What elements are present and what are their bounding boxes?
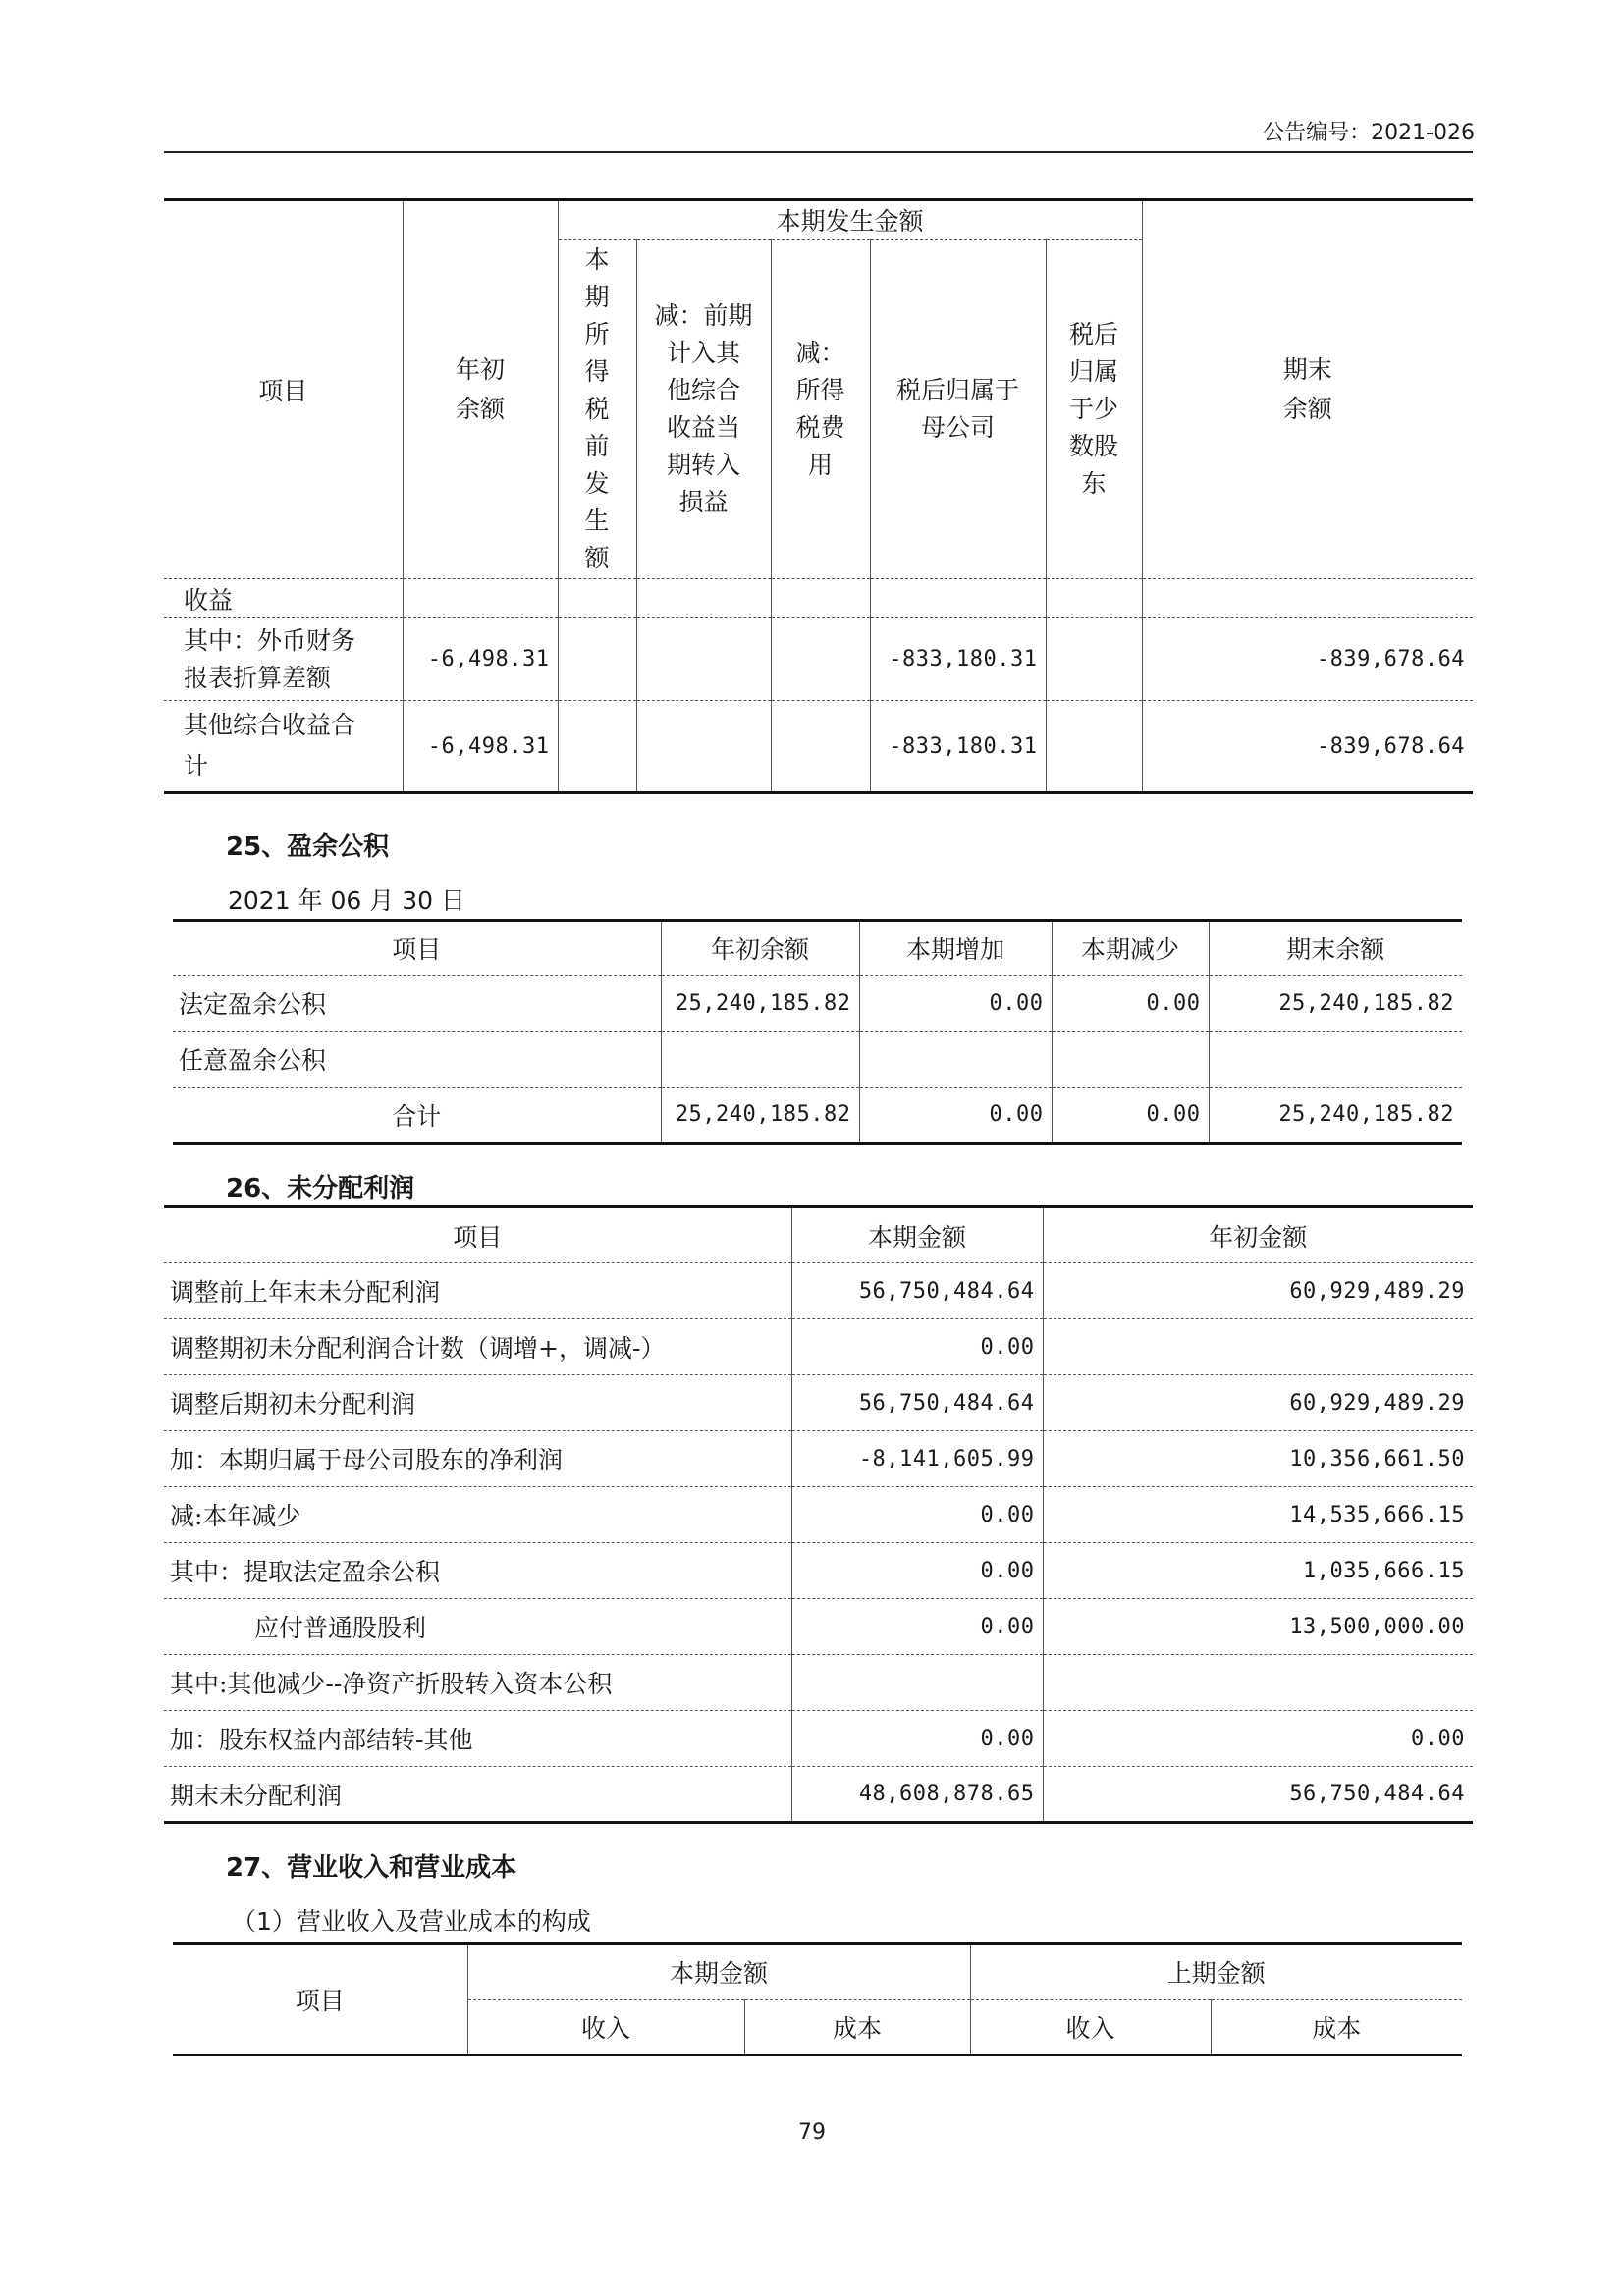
profit-row-current: 0.00	[791, 1487, 1043, 1543]
undistributed-profit-table	[164, 1205, 1473, 1824]
profit-row-opening: 0.00	[1043, 1711, 1473, 1767]
revenue-header-item: 项目	[295, 1986, 345, 2015]
table-row	[164, 1599, 1473, 1655]
profit-row-current: 56,750,484.64	[791, 1375, 1043, 1431]
surplus-header-decrease: 本期减少	[1052, 921, 1209, 976]
profit-row-current: 48,608,878.65	[791, 1767, 1043, 1823]
profit-header-current: 本期金额	[791, 1207, 1043, 1263]
oci-header-closing: 期末 余额	[1142, 200, 1473, 579]
surplus-row-increase	[859, 1032, 1052, 1088]
surplus-row-increase: 0.00	[859, 976, 1052, 1032]
surplus-row-opening	[661, 1032, 859, 1088]
profit-row-opening: 56,750,484.64	[1043, 1767, 1473, 1823]
surplus-row-increase: 0.00	[859, 1088, 1052, 1144]
oci-header-less-prior: 减：前期 计入其 他综合 收益当 期转入 损益	[636, 240, 771, 579]
profit-row-opening	[1043, 1655, 1473, 1711]
surplus-row-label: 合计	[392, 1101, 442, 1131]
profit-row-label: 减:本年减少	[170, 1502, 301, 1530]
profit-row-label: 加：股东权益内部结转-其他	[170, 1726, 473, 1754]
surplus-reserve-table	[173, 919, 1462, 1145]
surplus-row-opening: 25,240,185.82	[661, 976, 859, 1032]
oci-header-less-tax: 减： 所得 税费 用	[771, 240, 870, 579]
table-row	[164, 1263, 1473, 1319]
revenue-cost-table	[173, 1942, 1462, 2056]
surplus-row-decrease: 0.00	[1052, 1088, 1209, 1144]
surplus-header-closing: 期末余额	[1209, 921, 1462, 976]
profit-row-opening: 13,500,000.00	[1043, 1599, 1473, 1655]
oci-header-item: 项目	[258, 377, 308, 405]
section-25-date: 2021 年 06 月 30 日	[228, 886, 465, 915]
oci-continued-label: 收益	[184, 585, 234, 614]
section-27-subtitle: （1）营业收入及营业成本的构成	[232, 1907, 591, 1936]
surplus-row-decrease: 0.00	[1052, 976, 1209, 1032]
table-row	[164, 1487, 1473, 1543]
oci-row-parent: -833,180.31	[870, 618, 1046, 701]
profit-row-opening	[1043, 1319, 1473, 1375]
revenue-header-current-income: 收入	[467, 2000, 744, 2056]
surplus-row-closing: 25,240,185.82	[1209, 976, 1462, 1032]
oci-header-current-period: 本期发生金额	[558, 200, 1142, 240]
oci-row-closing: -839,678.64	[1142, 618, 1473, 701]
profit-row-current: 56,750,484.64	[791, 1263, 1043, 1319]
surplus-row-label: 任意盈余公积	[179, 1046, 327, 1075]
profit-row-label: 应付普通股股利	[254, 1614, 427, 1642]
profit-row-current: -8,141,605.99	[791, 1431, 1043, 1487]
section-26-title: 26、未分配利润	[226, 1174, 415, 1203]
profit-row-opening: 60,929,489.29	[1043, 1375, 1473, 1431]
oci-row-closing: -839,678.64	[1142, 701, 1473, 793]
surplus-row-label: 法定盈余公积	[179, 990, 327, 1019]
oci-row-opening: -6,498.31	[403, 701, 558, 793]
profit-row-current: 0.00	[791, 1599, 1043, 1655]
profit-row-current: 0.00	[791, 1543, 1043, 1599]
table-row	[173, 1032, 1462, 1088]
revenue-header-current: 本期金额	[467, 1944, 970, 2000]
table-row	[164, 1767, 1473, 1823]
revenue-header-prior: 上期金额	[970, 1944, 1462, 2000]
table-row	[173, 1088, 1462, 1144]
surplus-header-opening: 年初余额	[661, 921, 859, 976]
profit-header-item: 项目	[453, 1222, 503, 1252]
revenue-header-current-cost: 成本	[744, 2000, 970, 2056]
table-row	[164, 1655, 1473, 1711]
oci-row	[164, 618, 1473, 701]
profit-row-current: 0.00	[791, 1319, 1043, 1375]
profit-row-current: 0.00	[791, 1711, 1043, 1767]
table-row	[164, 1543, 1473, 1599]
table-row	[164, 1431, 1473, 1487]
oci-header-opening: 年初 余额	[403, 200, 558, 579]
profit-row-opening: 60,929,489.29	[1043, 1263, 1473, 1319]
announcement-code: 公告编号：2021-026	[1263, 121, 1475, 145]
oci-header-pretax: 本 期 所 得 税 前 发 生 额	[558, 240, 636, 579]
profit-header-opening: 年初金额	[1043, 1207, 1473, 1263]
revenue-header-prior-income: 收入	[970, 2000, 1211, 2056]
profit-row-label: 调整后期初未分配利润	[170, 1390, 416, 1418]
profit-row-label: 其中:其他减少--净资产折股转入资本公积	[170, 1670, 613, 1698]
section-27-title: 27、营业收入和营业成本	[226, 1853, 517, 1883]
profit-row-label: 调整期初未分配利润合计数（调增+，调减-）	[170, 1334, 666, 1362]
table-row	[164, 1375, 1473, 1431]
header-rule	[164, 151, 1473, 153]
oci-row-label: 其他综合收益合 计	[184, 711, 356, 780]
profit-row-opening: 10,356,661.50	[1043, 1431, 1473, 1487]
profit-row-label: 加：本期归属于母公司股东的净利润	[170, 1446, 564, 1474]
section-25-title: 25、盈余公积	[226, 832, 390, 862]
table-row	[173, 976, 1462, 1032]
profit-row-label: 调整前上年末未分配利润	[170, 1278, 441, 1307]
revenue-header-prior-cost: 成本	[1211, 2000, 1462, 2056]
profit-row-opening: 1,035,666.15	[1043, 1543, 1473, 1599]
oci-header-parent: 税后归属于 母公司	[870, 240, 1046, 579]
profit-row-label: 其中：提取法定盈余公积	[170, 1558, 441, 1586]
table-row	[164, 1711, 1473, 1767]
profit-row-label: 期末未分配利润	[170, 1781, 343, 1810]
page-number: 79	[798, 2120, 826, 2145]
profit-row-current	[791, 1655, 1043, 1711]
oci-row-parent: -833,180.31	[870, 701, 1046, 793]
oci-row	[164, 701, 1473, 793]
surplus-row-closing: 25,240,185.82	[1209, 1088, 1462, 1144]
surplus-header-item: 项目	[392, 935, 442, 964]
oci-header-minority: 税后 归属 于少 数股 东	[1046, 240, 1142, 579]
surplus-row-closing	[1209, 1032, 1462, 1088]
surplus-header-increase: 本期增加	[859, 921, 1052, 976]
oci-row-label: 其中：外币财务 报表折算差额	[184, 625, 356, 692]
profit-row-opening: 14,535,666.15	[1043, 1487, 1473, 1543]
table-row	[164, 1319, 1473, 1375]
oci-row-opening: -6,498.31	[403, 618, 558, 701]
surplus-row-decrease	[1052, 1032, 1209, 1088]
surplus-row-opening: 25,240,185.82	[661, 1088, 859, 1144]
oci-table	[164, 198, 1473, 794]
